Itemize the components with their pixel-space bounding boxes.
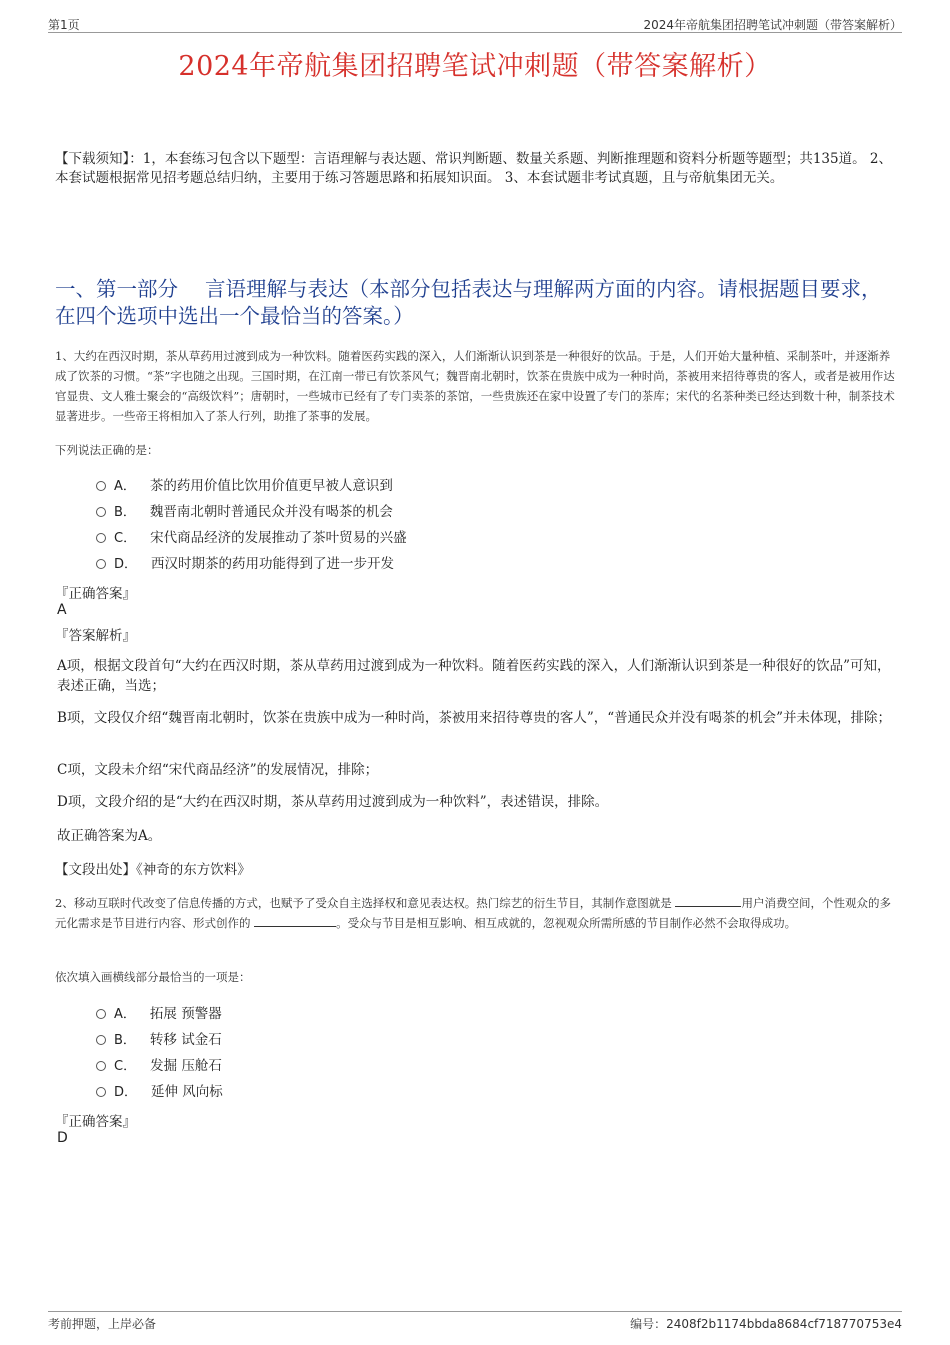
radio-icon[interactable] bbox=[96, 1035, 106, 1045]
question-2-stem: 2、移动互联时代改变了信息传播的方式，也赋予了受众自主选择权和意见表达权。热门综艺的衍生节目，其制作意图就是 用户消费空间，个性观众的多元化需求是节目进行内容、形式创作的 。受众与节目是相互影响、相互成就的，忽视观众所需所感的节目制作必然不会取得成功。 bbox=[55, 896, 891, 930]
radio-icon[interactable] bbox=[96, 559, 106, 569]
q1-answer-label: 『正确答案』 bbox=[55, 586, 136, 602]
q1-explanation-a: A项，根据文段首句“大约在西汉时期，茶从草药用过渡到成为一种饮料。随着医药实践的深入，人们渐渐认识到茶是一种很好的饮品”可知，表述正确，当选； bbox=[57, 658, 891, 694]
q1-option-d[interactable]: D． 西汉时期茶的药用功能得到了进一步开发 bbox=[96, 554, 394, 574]
radio-icon[interactable] bbox=[96, 481, 106, 491]
radio-icon[interactable] bbox=[96, 1009, 106, 1019]
q1-option-c[interactable]: C． 宋代商品经济的发展推动了茶叶贸易的兴盛 bbox=[96, 528, 407, 548]
q1-source: 【文段出处】《神奇的东方饮料》 bbox=[55, 862, 251, 878]
footer-slogan: 考前押题，上岸必备 bbox=[48, 1317, 157, 1331]
q1-option-a[interactable]: A． 茶的药用价值比饮用价值更早被人意识到 bbox=[96, 476, 393, 496]
document-title: 2024年帝航集团招聘笔试冲刺题（带答案解析） bbox=[178, 51, 772, 82]
q1-answer: A bbox=[57, 602, 67, 618]
q2-option-c[interactable]: C． 发掘 压舱石 bbox=[96, 1056, 222, 1076]
header-doc-title: 2024年帝航集团招聘笔试冲刺题（带答案解析） bbox=[643, 18, 902, 32]
question-1-stem: 1、大约在西汉时期，茶从草药用过渡到成为一种饮料。随着医药实践的深入，人们渐渐认识到茶是一种很好的饮品。于是，人们开始大量种植、采制茶叶，并逐渐养成了饮茶的习惯。“茶”字也随之出现。三国时期，在江南一带已有饮茶风气；魏晋南北朝时，饮茶在贵族中成为一种时尚，茶被用来招待尊贵的客人，或者是被用作达官显贵、文人雅士聚会的“高级饮料”；唐朝时，一些城市已经有了专门卖茶的茶馆，一些贵族还在家中设置了专门的茶库；宋代的名茶种类已经达到数十种，制茶技术显著进步。一些帝王将相加入了茶人行列，助推了茶事的发展。 bbox=[55, 349, 895, 423]
page-footer bbox=[48, 1311, 902, 1332]
section-title: 一、第一部分 言语理解与表达（本部分包括表达与理解两方面的内容。请根据题目要求，在四个选项中选出一个最恰当的答案。） bbox=[55, 277, 882, 328]
radio-icon[interactable] bbox=[96, 1061, 106, 1071]
page-header bbox=[48, 14, 902, 33]
q2-answer-label: 『正确答案』 bbox=[55, 1114, 136, 1130]
question-1-ask: 下列说法正确的是： bbox=[55, 443, 159, 457]
radio-icon[interactable] bbox=[96, 1087, 106, 1097]
q2-option-d[interactable]: D． 延伸 风向标 bbox=[96, 1082, 223, 1102]
fill-blank-1 bbox=[675, 894, 741, 907]
q1-option-b[interactable]: B． 魏晋南北朝时普通民众并没有喝茶的机会 bbox=[96, 502, 393, 522]
q1-conclusion: 故正确答案为A。 bbox=[57, 828, 162, 844]
q2-option-b[interactable]: B． 转移 试金石 bbox=[96, 1030, 222, 1050]
fill-blank-2 bbox=[254, 914, 336, 927]
q2-answer: D bbox=[57, 1130, 68, 1146]
q1-analysis-label: 『答案解析』 bbox=[55, 628, 136, 644]
radio-icon[interactable] bbox=[96, 533, 106, 543]
page-number: 第1页 bbox=[48, 18, 80, 32]
q1-explanation-b: B项，文段仅介绍“魏晋南北朝时，饮茶在贵族中成为一种时尚，茶被用来招待尊贵的客人”，“普通民众并没有喝茶的机会”并未体现，排除； bbox=[57, 710, 892, 726]
download-notice: 【下载须知】：1，本套练习包含以下题型：言语理解与表达题、常识判断题、数量关系题、判断推理题和资料分析题等题型；共135道。 2、本套试题根据常见招考题总结归纳，主要用于练习答题思路和拓展知识面。 3、本套试题非考试真题，且与帝航集团无关。 bbox=[55, 151, 892, 186]
q1-explanation-d: D项，文段介绍的是“大约在西汉时期，茶从草药用过渡到成为一种饮料”，表述错误，排除。 bbox=[57, 794, 609, 810]
question-2-ask: 依次填入画横线部分最恰当的一项是： bbox=[55, 970, 251, 984]
q1-explanation-c: C项，文段未介绍“宋代商品经济”的发展情况，排除； bbox=[57, 762, 379, 778]
document-code: 编号：2408f2b1174bbda8684cf718770753e4 bbox=[630, 1317, 902, 1331]
q2-option-a[interactable]: A． 拓展 预警器 bbox=[96, 1004, 222, 1024]
radio-icon[interactable] bbox=[96, 507, 106, 517]
